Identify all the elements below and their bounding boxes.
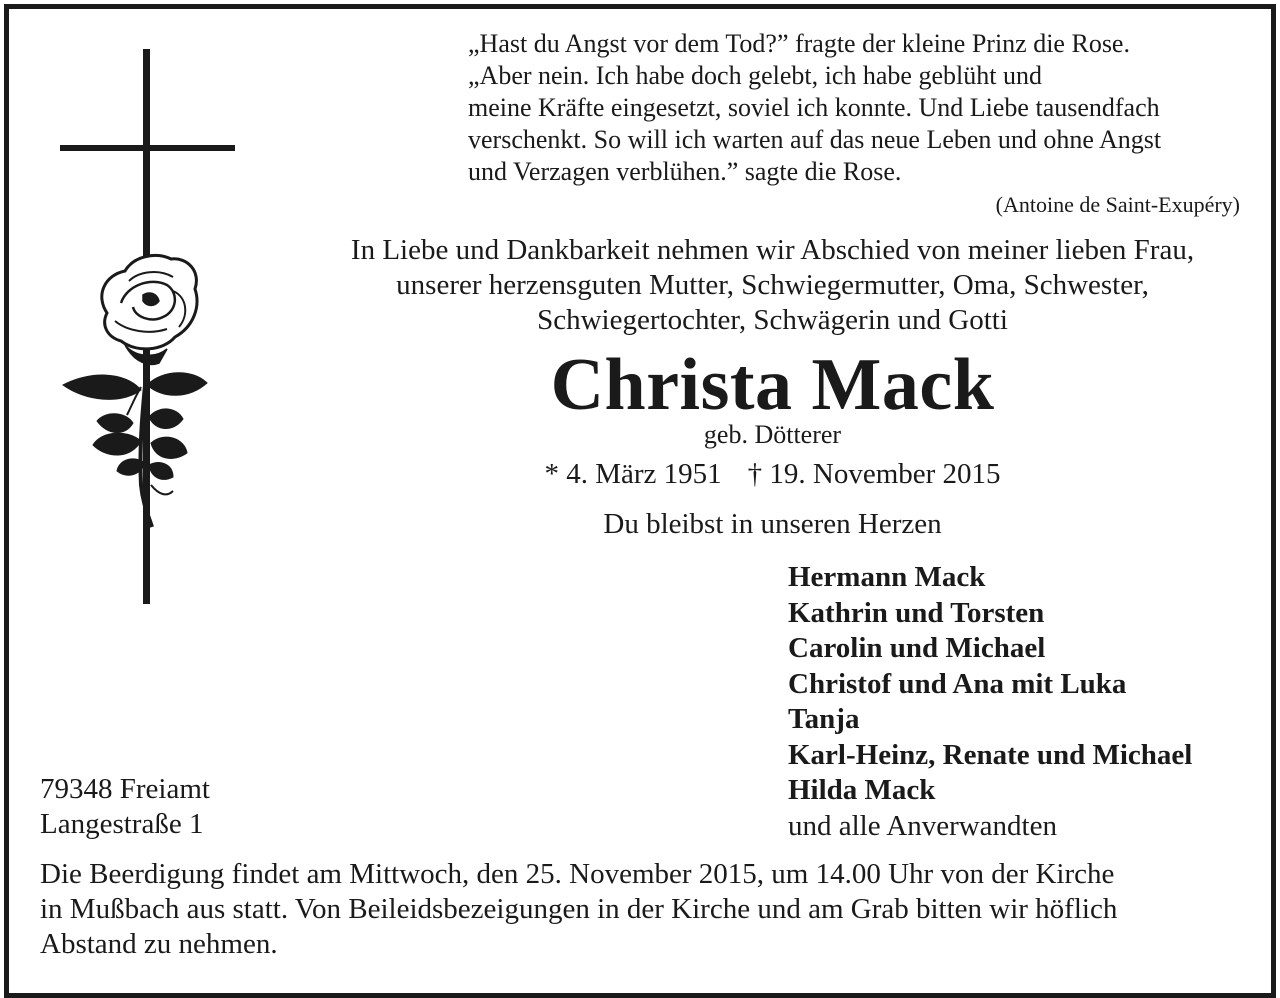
quote-line: „Hast du Angst vor dem Tod?” fragte der kleine Prinz die Rose.	[468, 29, 1130, 58]
quote-line: verschenkt. So will ich warten auf das neue Leben und ohne Angst	[468, 125, 1162, 154]
mourners-list	[788, 560, 1192, 844]
quote-line: und Verzagen verblühen.” sagte die Rose.	[468, 157, 902, 186]
intro-text	[300, 233, 1245, 338]
mourner-name: Carolin und Michael	[788, 632, 1046, 664]
quote-line: „Aber nein. Ich habe doch gelebt, ich habe geblüht und	[468, 61, 1042, 90]
funeral-line: in Mußbach aus statt. Von Beileidsbezeigungen in der Kirche und am Grab bitten wir höflich	[40, 893, 1118, 925]
intro-line: In Liebe und Dankbarkeit nehmen wir Abschied von meiner lieben Frau,	[350, 234, 1195, 266]
cross-with-rose	[55, 45, 245, 610]
mourner-name: Tanja	[788, 703, 860, 735]
funeral-line: Die Beerdigung findet am Mittwoch, den 25. November 2015, um 14.00 Uhr von der Kirche	[40, 858, 1115, 890]
life-dates	[300, 457, 1245, 491]
quote-line: meine Kräfte eingesetzt, soviel ich konnte. Und Liebe tausendfach	[468, 93, 1160, 122]
address-block	[40, 772, 210, 842]
quote-source: (Antoine de Saint-Exupéry)	[995, 192, 1240, 217]
address-street: Langestraße 1	[40, 808, 204, 840]
mourner-name: Kathrin und Torsten	[788, 596, 1045, 629]
relatives-line: und alle Anverwandten	[788, 809, 1057, 842]
motto: Du bleibst in unseren Herzen	[603, 508, 942, 540]
mourner-name: Karl-Heinz, Renate und Michael	[788, 738, 1193, 771]
deceased-name: Christa Mack	[550, 344, 995, 426]
funeral-line: Abstand zu nehmen.	[40, 928, 278, 960]
mourner-name: Christof und Ana mit Luka	[788, 667, 1127, 700]
mourner-name: Hilda Mack	[788, 774, 936, 806]
mourner-name: Hermann Mack	[788, 561, 986, 593]
intro-line: Schwiegertochter, Schwägerin und Gotti	[537, 304, 1008, 336]
maiden-name: geb. Dötterer	[703, 420, 842, 449]
rose-icon	[63, 255, 207, 527]
birth-date: * 4. März 1951	[544, 458, 722, 490]
address-city: 79348 Freiamt	[40, 773, 210, 805]
funeral-notice	[40, 857, 1255, 962]
death-date: † 19. November 2015	[747, 458, 1001, 490]
quote-block	[468, 28, 1248, 188]
intro-line: unserer herzensguten Mutter, Schwiegermutter, Oma, Schwester,	[396, 269, 1149, 301]
